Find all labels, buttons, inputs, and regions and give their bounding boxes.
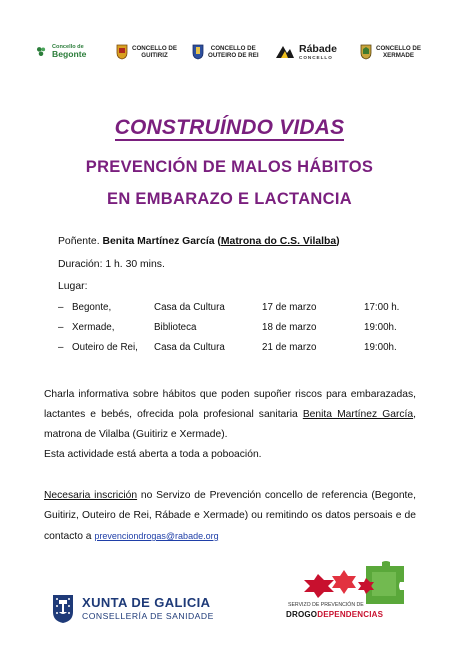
guitiriz-logo <box>116 44 177 60</box>
rabade-line2: CONCELLO <box>299 55 333 60</box>
description-part2: , matrona de Vilalba (Guitiriz e Xermade). <box>44 409 416 440</box>
outeiro-crest-icon <box>192 44 204 60</box>
outeiro-line2: OUTEIRO DE REI <box>208 52 259 59</box>
description-paragraph <box>44 385 416 465</box>
begonte-line1: Concello de <box>52 44 84 50</box>
xermade-line2: XERMADE <box>383 52 414 59</box>
subtitle-line1: PREVENCIÓN DE MALOS HÁBITOS <box>85 158 374 176</box>
outeiro-logo <box>192 44 259 60</box>
header-logos <box>34 44 434 70</box>
description-part1: Charla informativa sobre hábitos que poden supoñer riscos para embarazadas, lactantes e bebés, ofrecida pola profesional sanitaria <box>44 389 416 420</box>
session-date: 21 de marzo <box>262 342 317 353</box>
session-venue: Biblioteca <box>154 322 197 333</box>
guitiriz-line1: CONCELLO DE <box>132 45 178 52</box>
registration-email-link[interactable]: prevenciondrogas@rabade.org <box>94 531 219 541</box>
session-row <box>58 302 418 316</box>
begonte-logo <box>34 44 86 59</box>
description-name: Benita Martínez García <box>302 409 414 420</box>
description-line2: Esta actividade está aberta a toda a poboación. <box>44 449 262 460</box>
session-venue: Casa da Cultura <box>154 302 225 313</box>
session-row <box>58 342 418 356</box>
main-title <box>0 116 459 140</box>
xunta-logo <box>52 592 214 624</box>
speaker-paren-close: ) <box>336 236 340 247</box>
speaker-name: Benita Martínez García <box>102 236 215 247</box>
places-label: Lugar: <box>58 281 88 292</box>
galicia-coat-of-arms-icon <box>52 592 74 624</box>
drogo-line2 <box>286 610 383 619</box>
duration: Duración: 1 h. 30 mins. <box>58 259 165 270</box>
session-town: Xermade, <box>72 322 115 333</box>
rabade-logo <box>274 44 337 60</box>
session-town: Outeiro de Rei, <box>72 342 138 353</box>
session-date: 18 de marzo <box>262 322 317 333</box>
drogodependencias-puzzle-icon <box>274 560 424 606</box>
registration-paragraph <box>44 486 416 547</box>
outeiro-line1: CONCELLO DE <box>210 45 256 52</box>
guitiriz-crest-icon <box>116 44 128 60</box>
session-dash: – <box>58 302 64 313</box>
session-date: 17 de marzo <box>262 302 317 313</box>
begonte-icon <box>34 45 48 59</box>
xunta-line2: CONSELLERÍA DE SANIDADE <box>82 610 214 621</box>
rabade-icon <box>274 44 296 60</box>
session-row <box>58 322 418 336</box>
session-dash: – <box>58 342 64 353</box>
guitiriz-line2: GUITIRIZ <box>141 52 168 59</box>
rabade-line1: Rábade <box>299 43 337 55</box>
main-title-text: CONSTRUÍNDO VIDAS <box>114 116 345 139</box>
registration-text: no Servizo de Prevención concello de referencia (Begonte, Guitiriz, Outeiro de Rei, Rábade e Xermade) ou remitindo os datos persoais e de contacto a <box>44 490 416 542</box>
xunta-line1: XUNTA DE GALICIA <box>82 594 211 610</box>
speaker-label: Poñente. <box>58 236 100 247</box>
session-time: 17:00 h. <box>364 302 400 313</box>
drogo-part2: DEPENDENCIAS <box>317 610 384 619</box>
subtitle-line2: EN EMBARAZO E LACTANCIA <box>107 190 352 208</box>
xermade-crest-icon <box>360 44 372 60</box>
session-time: 19:00h. <box>364 322 397 333</box>
session-town: Begonte, <box>72 302 112 313</box>
begonte-line2: Begonte <box>52 49 87 59</box>
speaker-line <box>58 236 340 247</box>
drogo-part1: DROGO <box>286 610 318 619</box>
xermade-line1: CONCELLO DE <box>376 45 422 52</box>
session-venue: Casa da Cultura <box>154 342 225 353</box>
registration-label: Necesaria inscrición <box>44 490 138 501</box>
speaker-role: Matrona do C.S. Vilalba <box>220 236 337 247</box>
session-time: 19:00h. <box>364 342 397 353</box>
speaker-paren-open: ( <box>217 236 221 247</box>
session-dash: – <box>58 322 64 333</box>
drogo-line1: SERVIZO DE PREVENCIÓN DE <box>288 602 364 608</box>
drogodependencias-logo <box>274 560 424 630</box>
xermade-logo <box>360 44 421 60</box>
